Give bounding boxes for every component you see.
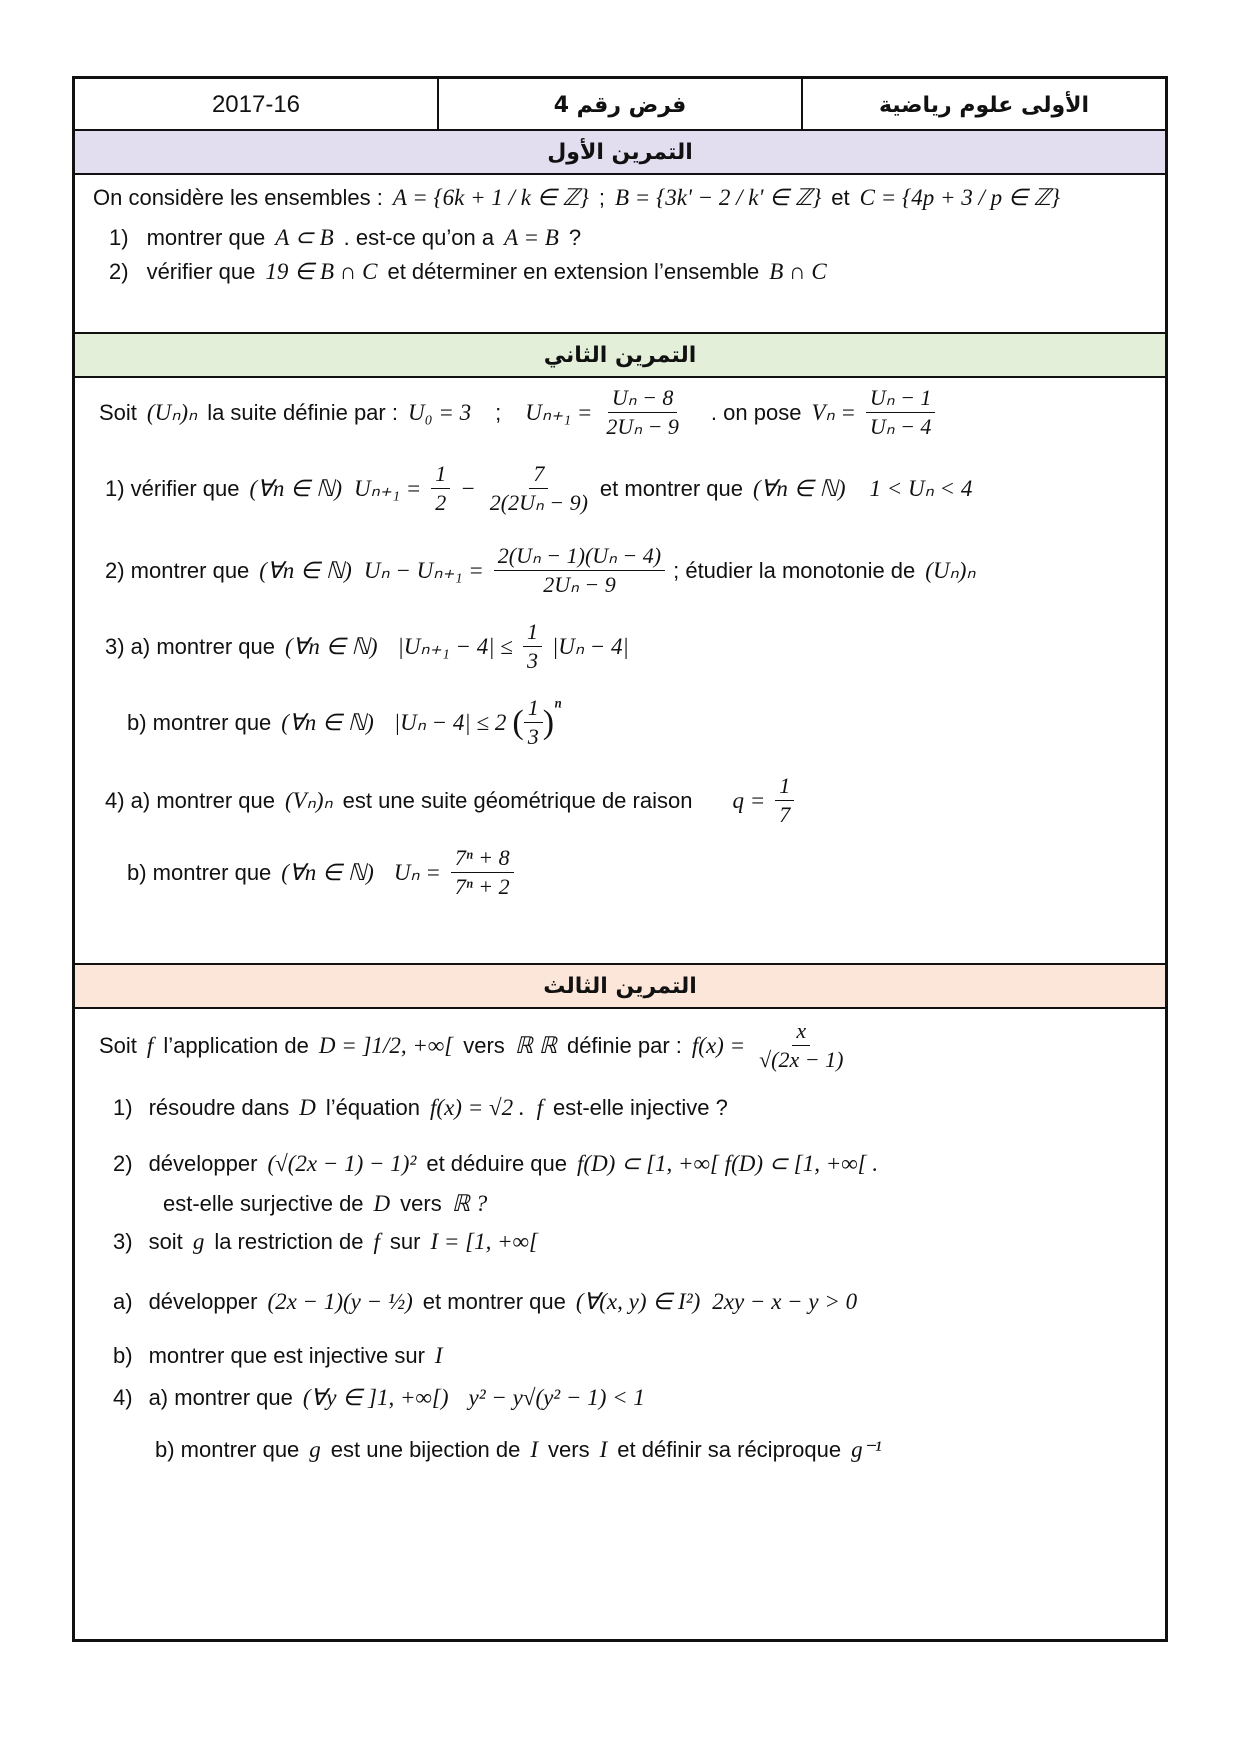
ex2-q3b-pow: ⁿ [554, 694, 562, 719]
ex2-q4a-seq: (Vₙ)ₙ [284, 787, 333, 813]
ex3-dom: D = ]1/2, +∞[ [318, 1032, 454, 1058]
ex3-rr: ℝ ℝ [514, 1032, 557, 1058]
exercise-1-title: التمرين الأول [75, 129, 1165, 175]
ex3-q3-text-b: la restriction de [214, 1229, 364, 1254]
ex3-q4-forall: (∀y ∈ ]1, +∞[) [302, 1385, 449, 1410]
ex3-q4b-text-b: est une bijection de [330, 1437, 521, 1462]
header-year-cell [75, 79, 437, 131]
ex3-q3-text-a: soit [148, 1229, 183, 1254]
ex3-q2-d: D [373, 1191, 391, 1216]
ex2-q1-ineq: 1 < Uₙ < 4 [869, 475, 973, 501]
header-row [75, 79, 1165, 133]
ex3-q4-text-a: a) montrer que [148, 1385, 293, 1410]
ex2-q1-half [431, 460, 450, 517]
ex2-q3a-den: 3 [526, 648, 538, 673]
ex1-q1-math-b: A = B [504, 225, 559, 250]
ex2-seq-u: (Uₙ)ₙ [146, 399, 198, 425]
ex2-soit: Soit [99, 399, 137, 425]
ex2-q4b-label: b) montrer que [127, 859, 272, 885]
ex2-q1-forall2: (∀n ∈ ℕ) [752, 475, 846, 501]
ex3-q3-i: I = [1, +∞[ [430, 1229, 538, 1254]
header-test-cell [437, 79, 801, 131]
ex2-q3b-paren-close: ) [542, 703, 555, 741]
ex3-q2-text-b: et déduire que [426, 1151, 568, 1176]
ex2-q3a-rhs: |Uₙ − 4| [551, 633, 629, 659]
ex3-q2-text-c: est-elle surjective de [163, 1191, 364, 1216]
ex3-qa-expr: (2x − 1)(y − ½) [267, 1289, 413, 1314]
ex3-question-a [109, 1289, 863, 1315]
ex2-v-fraction [866, 384, 936, 441]
ex3-soit: Soit [99, 1032, 137, 1058]
ex2-rec-num: Uₙ − 8 [608, 384, 678, 413]
ex2-q1-text-b: et montrer que [599, 475, 743, 501]
header-year: 2017-16 [211, 91, 301, 118]
ex1-set-c: C = {4p + 3 / p ∈ ℤ} [859, 185, 1060, 210]
ex3-q4b-i1: I [530, 1437, 539, 1462]
ex3-question-4b [151, 1437, 888, 1463]
ex3-q4b-text-a: b) montrer que [155, 1437, 300, 1462]
ex2-un1: Uₙ₊₁ = [525, 399, 593, 425]
ex3-question-4a [109, 1385, 651, 1411]
ex2-q1-lhs: Uₙ₊₁ = [354, 475, 422, 501]
ex1-question-1 [105, 225, 585, 251]
ex3-q4b-g: g [309, 1437, 321, 1462]
ex2-u0: U₀ = 3 [407, 399, 472, 425]
ex1-q2-text-a: vérifier que [146, 259, 256, 284]
ex3-f-den: √(2x − 1) [759, 1047, 844, 1072]
ex3-q4b-ginv: g⁻¹ [851, 1437, 882, 1462]
ex3-q1-text-b: l’équation [325, 1095, 421, 1120]
ex2-v-num: Uₙ − 1 [866, 384, 936, 413]
ex3-qa-num: a) [113, 1289, 133, 1314]
ex2-q4a-text: est une suite géométrique de raison [342, 787, 693, 813]
ex3-q2-num: 2) [113, 1151, 133, 1176]
ex2-question-3b [123, 694, 561, 751]
ex3-q3-g: g [192, 1229, 205, 1254]
ex2-q2-label: 2) montrer que [105, 557, 250, 583]
ex1-q1-num: 1) [109, 225, 129, 250]
ex3-f: f [146, 1032, 154, 1058]
ex2-q2-fraction [494, 542, 665, 599]
ex2-rec-den: 2Uₙ − 9 [606, 414, 679, 439]
ex3-question-2-cont [159, 1191, 493, 1217]
ex2-intro [95, 384, 939, 441]
ex2-q3b-num: 1 [524, 694, 543, 723]
ex2-q3b-den: 3 [527, 724, 539, 749]
ex1-q1-math-a: A ⊂ B [275, 225, 334, 250]
ex2-q4b-den: 7ⁿ + 2 [454, 874, 510, 899]
ex2-q2-den: 2Uₙ − 9 [543, 572, 616, 597]
ex2-q1-forall: (∀n ∈ ℕ) [249, 475, 343, 501]
ex3-f-num: x [792, 1017, 810, 1046]
ex2-q2-seq: (Uₙ)ₙ [925, 557, 976, 583]
exercise-3-title: التمرين الثالث [75, 963, 1165, 1009]
ex2-question-2 [101, 542, 982, 599]
ex2-q4a-fraction [775, 772, 794, 829]
ex1-sep: ; [598, 185, 605, 210]
ex3-qb-i: I [434, 1343, 443, 1368]
ex2-q4b-lhs: Uₙ = [393, 859, 441, 885]
ex3-q3-sur: sur [389, 1229, 421, 1254]
ex2-sep: ; [495, 399, 502, 425]
ex2-on-pose: . on pose [710, 399, 802, 425]
ex3-qa-text-b: et montrer que [422, 1289, 566, 1314]
ex3-q1-eq: f(x) = √2 . [430, 1095, 525, 1120]
ex2-q2-forall: (∀n ∈ ℕ) [259, 557, 352, 583]
ex1-q1-text-a: montrer que [146, 225, 266, 250]
ex1-set-a: A = {6k + 1 / k ∈ ℤ} [392, 185, 589, 210]
ex3-question-b [109, 1343, 449, 1369]
ex2-q3b-fraction [524, 694, 543, 751]
ex3-qa-ineq: 2xy − x − y > 0 [712, 1289, 858, 1314]
ex2-recurrence-fraction [602, 384, 683, 441]
ex2-q3b-lhs: |Uₙ − 4| ≤ 2 [393, 709, 507, 735]
ex1-q1-text-b: . est-ce qu’on a [343, 225, 495, 250]
ex3-q2-vers: vers [400, 1191, 442, 1216]
ex1-q2-math-b: B ∩ C [769, 259, 827, 284]
ex1-intro [89, 185, 1066, 211]
ex1-question-2 [105, 259, 833, 285]
ex3-q4-ineq: y² − y√(y² − 1) < 1 [468, 1385, 645, 1410]
ex3-question-3 [109, 1229, 544, 1255]
ex2-q2-text-b: ; étudier la monotonie de [673, 557, 916, 583]
ex3-q2-incl: f(D) ⊂ [1, +∞[ f(D) ⊂ [1, +∞[ . [577, 1151, 879, 1176]
ex3-question-2 [109, 1151, 884, 1177]
ex2-q4a-num: 1 [775, 772, 794, 801]
header-test: فرض رقم 4 [553, 92, 687, 118]
ex1-q2-num: 2) [109, 259, 129, 284]
ex2-q2-lhs: Uₙ − Uₙ₊₁ = [363, 557, 484, 583]
ex1-q2-text-b: et déterminer en extension l’ensemble [387, 259, 760, 284]
ex3-q1-num: 1) [113, 1095, 133, 1120]
ex1-set-b: B = {3k' − 2 / k' ∈ ℤ} [615, 185, 822, 210]
ex2-q4b-fraction [451, 844, 514, 901]
ex3-qb-text-a: montrer que est injective sur [148, 1343, 425, 1368]
ex3-intro [95, 1017, 851, 1074]
ex2-q4a-q: q = [732, 787, 766, 813]
ex2-q4a-den: 7 [779, 802, 791, 827]
ex3-fx: f(x) = [691, 1032, 746, 1058]
ex2-q4a-label: 4) a) montrer que [105, 787, 275, 813]
ex2-q1-fraction [486, 460, 592, 517]
ex2-question-1 [101, 460, 978, 517]
ex1-intro-text: On considère les ensembles : [93, 185, 383, 210]
ex2-q4b-num: 7ⁿ + 8 [451, 844, 514, 873]
ex2-q3a-fraction [523, 618, 542, 675]
ex3-q4b-vers: vers [548, 1437, 590, 1462]
ex3-q4-num: 4) [113, 1385, 133, 1410]
ex3-q2-expr: (√(2x − 1) − 1)² [267, 1151, 417, 1176]
ex3-qa-text-a: développer [148, 1289, 258, 1314]
ex2-q1-label: 1) vérifier que [105, 475, 240, 501]
ex2-question-3a [101, 618, 635, 675]
ex3-q1-f: f [536, 1095, 543, 1120]
ex3-q3-num: 3) [113, 1229, 133, 1254]
ex2-q3b-forall: (∀n ∈ ℕ) [281, 709, 374, 735]
ex3-q1-text-a: résoudre dans [148, 1095, 290, 1120]
ex3-q2-r: ℝ ? [451, 1191, 488, 1216]
exercise-2-title: التمرين الثاني [75, 332, 1165, 378]
ex2-q1-f-num: 7 [529, 460, 548, 489]
ex3-qa-forall: (∀(x, y) ∈ I²) [575, 1289, 701, 1314]
ex2-question-4b [123, 844, 518, 901]
ex1-q2-math-a: 19 ∈ B ∩ C [265, 259, 378, 284]
ex3-q4b-text-c: et définir sa réciproque [617, 1437, 842, 1462]
ex3-vers: vers [463, 1032, 505, 1058]
ex2-q4b-forall: (∀n ∈ ℕ) [281, 859, 374, 885]
ex1-q1-text-c: ? [568, 225, 582, 250]
ex2-q3b-label: b) montrer que [127, 709, 272, 735]
ex3-q2-text-a: développer [148, 1151, 258, 1176]
ex3-q1-d: D [299, 1095, 316, 1120]
ex3-app: l’application de [163, 1032, 309, 1058]
ex3-q1-text-c: est-elle injective ? [552, 1095, 728, 1120]
ex2-question-4a [101, 772, 798, 829]
ex2-q1-half-num: 1 [431, 460, 450, 489]
ex3-qb-num: b) [113, 1343, 133, 1368]
ex2-q3a-forall: (∀n ∈ ℕ) [284, 633, 378, 659]
ex1-et: et [831, 185, 850, 210]
header-level-cell [801, 79, 1165, 131]
ex2-q2-num: 2(Uₙ − 1)(Uₙ − 4) [494, 542, 665, 571]
ex3-q4b-i2: I [599, 1437, 608, 1462]
ex3-f-fraction [755, 1017, 847, 1074]
ex2-defined: la suite définie par : [207, 399, 398, 425]
ex2-q3a-label: 3) a) montrer que [105, 633, 275, 659]
ex2-q3a-num: 1 [523, 618, 542, 647]
ex3-q3-f: f [373, 1229, 380, 1254]
ex3-def: définie par : [566, 1032, 682, 1058]
ex2-q1-f-den: 2(2Uₙ − 9) [489, 490, 588, 515]
ex2-q3a-lhs: |Uₙ₊₁ − 4| ≤ [397, 633, 513, 659]
ex2-vn: Vₙ = [811, 399, 856, 425]
ex2-q1-minus: − [460, 475, 476, 501]
exam-sheet [72, 76, 1168, 1642]
ex2-q3b-paren-open: ( [512, 703, 524, 741]
ex3-question-1 [109, 1095, 732, 1121]
ex2-v-den: Uₙ − 4 [869, 414, 932, 439]
header-level: الأولى علوم رياضية [878, 92, 1090, 118]
ex2-q1-half-den: 2 [435, 490, 447, 515]
